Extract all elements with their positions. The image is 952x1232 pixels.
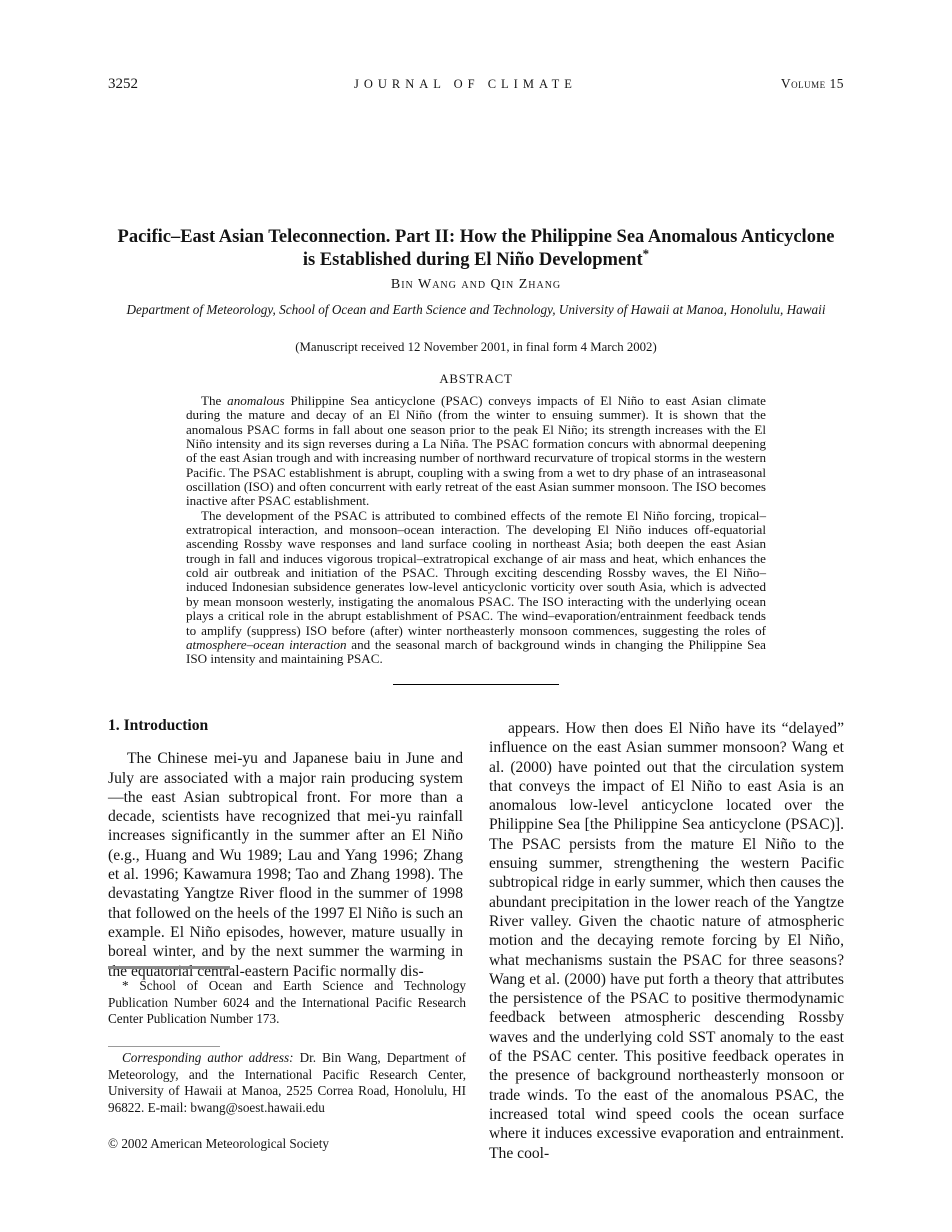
copyright-line: © 2002 American Meteorological Society xyxy=(108,1136,329,1151)
corresponding-author-footnote xyxy=(108,1050,466,1116)
publication-footnote xyxy=(108,978,466,1028)
abstract-paragraph-1 xyxy=(186,394,766,509)
right-column xyxy=(489,716,844,1163)
left-column-paragraph: The Chinese mei-yu and Japanese baiu in June and July are associated with a major rain producing system—the east Asian subtropical front. For more than a decade, scientists have recognized that mei-yu rainfall increases significantly in the summer after an El Niño (e.g., Huang and Wu 1989; Lau and Yang 1996; Zhang et al. 1996; Kawamura 1998; Tao and Zhang 1998). The devastating Yangtze River flood in the summer of 1998 that followed on the heels of the 1997 El Niño is such an example. El Niño episodes, however, mature usually in boreal winter, and by the next summer the warming in the equatorial central-eastern Pacific normally dis- xyxy=(108,750,463,980)
title-footnote-marker: * xyxy=(642,245,650,261)
running-head xyxy=(108,76,844,93)
affiliation: Department of Meteorology, School of Ocean and Earth Science and Technology, University of Hawaii at Manoa, Honolulu, Hawaii xyxy=(126,302,826,317)
abstract-paragraph-2 xyxy=(186,509,766,667)
corresponding-author-rule xyxy=(108,1046,220,1047)
page-number: 3252 xyxy=(108,76,138,92)
article-title-text: Pacific–East Asian Teleconnection. Part II: How the Philippine Sea Anomalous Anticyclone is Established during El Niño Development xyxy=(117,227,835,270)
abstract-p2-italic: atmosphere–ocean interaction xyxy=(186,636,347,652)
abstract-heading: ABSTRACT xyxy=(439,372,513,386)
authors: Bin Wang and Qin Zhang xyxy=(390,277,562,292)
manuscript-received: (Manuscript received 12 November 2001, in final form 4 March 2002) xyxy=(295,340,657,354)
abstract-p1-post: Philippine Sea anticyclone (PSAC) conveys impacts of El Niño to east Asian climate during the mature and decay of an El Niño (from the winter to ensuing summer). It is shown that the anomalous PSAC forms in fall about one season prior to the peak El Niño; its strength increases with the El Niño intensity and its sign reverses during a La Niña. The PSAC formation concurs with abnormal deepening of the east Asian trough and with increasing number of northward recurvature of tropical storms in the western Pacific. The PSAC establishment is abrupt, coupling with a swing from a wet to dry phase of an intraseasonal oscillation (ISO) and often concurrent with early retreat of the east Asian summer monsoon. The ISO becomes inactive after PSAC establishment. xyxy=(186,393,766,509)
section-heading-introduction: 1. Introduction xyxy=(108,717,209,734)
right-column-paragraph: appears. How then does El Niño have its “delayed” influence on the east Asian summer monsoon? Wang et al. (2000) have pointed out that the circulation system that conveys the impact of El Niño to east Asia is an anomalous low-level anticyclone located over the Philippine Sea [the Philippine Sea anticyclone (PSAC)]. The PSAC persists from the mature El Niño to the ensuing summer, strengthening the western Pacific subtropical ridge in early summer, which then causes the abundant precipitation in the lower reach of the Yangtze River valley. Given the chaotic nature of atmospheric motion and the decaying remote forcing by El Niño, what mechanisms sustain the PSAC for three seasons? Wang et al. (2000) have put forth a theory that attributes the persistence of the PSAC to positive thermodynamic feedback between atmospheric descending Rossby waves and the underlying cold SST anomaly to the east of the PSAC center. This positive feedback operates in the presence of background northeasterly monsoon or trade winds. To the east of the anomalous PSAC, the increased total wind speed cools the ocean surface where it induces excessive evaporation and entrainment. The cool- xyxy=(489,720,844,1162)
abstract-p2-pre: The development of the PSAC is attributed to combined effects of the remote El Niño forcing, tropical–extratropical interaction, and monsoon–ocean interaction. The developing El Niño induces off-equatorial ascending Rossby wave responses and land surface cooling in northeast Asia; both deepen the east Asian trough in fall and induces vigorous tropical–extratropical exchange of air mass and heat, which enhances the cold air outbreak and initiation of the PSAC. Through exciting descending Rossby waves, the El Niño–induced Indonesian subsidence generates low-level anticyclonic vorticity over south Asia, which is advected by mean monsoon westerly, instigating the anomalous PSAC. The ISO interacting with the underlying ocean plays a critical role in the abrupt establishment of PSAC. The wind–evaporation/entrainment feedback tends to amplify (suppress) ISO before (after) winter northeasterly monsoon commences, suggesting the roles of xyxy=(186,507,766,638)
article-title xyxy=(116,226,836,271)
abstract-p1-pre: The xyxy=(201,393,228,408)
publication-footnote-text: * School of Ocean and Earth Science and Technology Publication Number 6024 and the International Pacific Research Center Publication Number 173. xyxy=(108,978,466,1027)
abstract-p1-italic: anomalous xyxy=(227,393,285,408)
footnote-rule xyxy=(108,966,230,969)
corresponding-author-address: Dr. Bin Wang, Department of Meteorology, and the International Pacific Research Center, University of Hawaii at Manoa, 2525 Correa Road, Honolulu, HI 96822. E-mail: bwang@soest.hawaii.edu xyxy=(108,1050,467,1115)
abstract-divider-rule xyxy=(393,684,559,685)
abstract-body xyxy=(186,394,766,667)
volume-label: Volume 15 xyxy=(780,76,844,91)
corresponding-author-text xyxy=(108,1050,466,1116)
journal-name: JOURNAL OF CLIMATE xyxy=(354,77,577,91)
abstract-p2-post: and the seasonal march of background winds in changing the Philippine Sea ISO intensity and maintaining PSAC. xyxy=(186,636,766,667)
corresponding-author-label: Corresponding author address: xyxy=(122,1050,294,1065)
